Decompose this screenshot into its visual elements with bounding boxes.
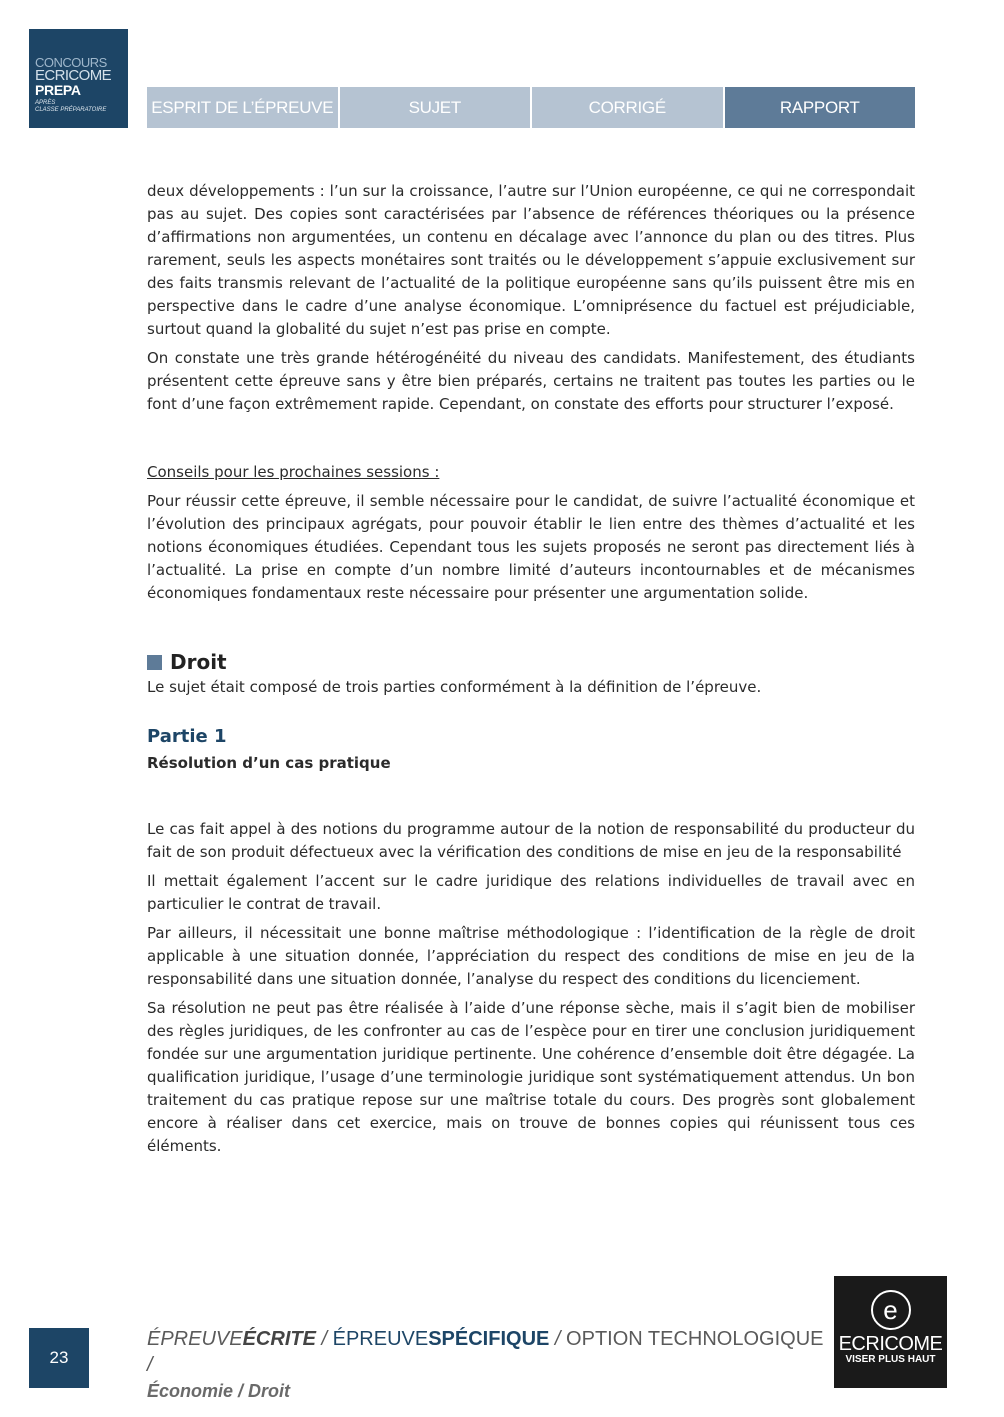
paragraph: Sa résolution ne peut pas être réalisée à l’aide d’une réponse sèche, mais il s’agit bien de mobiliser des règles juridiques, de les confronter au cas de l’espèce pour en tirer une conclusion juridiquement fondée sur une argumentation juridique pertinente. Une cohérence d’ensemble doit être dégagée. La qualification juridique, l’usage d’une terminologie juridique sont systématiquement attendus. Un bon traitement du cas pratique repose sur une maîtrise totale du cours. Des progrès sont globalement encore à réaliser dans cet exercice, mais on trouve de bonnes copies qui réunissent tous ces éléments. — [147, 999, 915, 1155]
paragraph: Le cas fait appel à des notions du programme autour de la notion de responsabilité du producteur du fait de son produit défectueux avec la vérification des conditions de mise en jeu de la responsabilité — [147, 820, 915, 861]
logo-name: ECRICOME — [838, 1333, 943, 1355]
paragraph: On constate une très grande hétérogénéité du niveau des candidats. Manifestement, des étudiants présentent cette épreuve sans y être bien préparés, certains ne traitent pas toutes les parties ou le font d’une façon extrêmement rapide. Cependant, on constate des efforts pour structurer l’exposé. — [147, 349, 915, 413]
ecricome-e-icon: e — [871, 1290, 911, 1330]
footer-exam-label — [147, 1326, 827, 1404]
tab-sujet[interactable]: SUJET — [340, 87, 531, 128]
section-nav — [147, 87, 915, 128]
logo-line-classe: CLASSE PRÉPARATOIRE — [35, 107, 107, 113]
footer-epreuve-2: ÉPREUVE — [332, 1328, 429, 1350]
footer-slash: / — [554, 1328, 561, 1350]
logo-tagline: VISER PLUS HAUT — [845, 1354, 936, 1365]
logo-line-ecricome: ECRICOME — [35, 67, 112, 84]
tab-corrige[interactable]: CORRIGÉ — [532, 87, 723, 128]
square-bullet-icon — [147, 655, 162, 670]
paragraph: Il mettait également l’accent sur le cadre juridique des relations individuelles de travail avec en particulier le contrat de travail. — [147, 872, 915, 913]
ecricome-logo — [834, 1276, 947, 1388]
tab-esprit[interactable]: ESPRIT DE L’ÉPREUVE — [147, 87, 338, 128]
conseils-heading: Conseils pour les prochaines sessions : — [147, 463, 440, 481]
logo-line-concours: CONCOURS — [35, 55, 107, 70]
logo-line-prepa: PREPA — [35, 82, 81, 98]
partie-subtitle: Résolution d’un cas pratique — [147, 754, 391, 772]
footer-slash: / — [321, 1328, 328, 1350]
paragraph: Par ailleurs, il nécessitait une bonne maîtrise méthodologique : l’identification de la règle de droit applicable à une situation donnée, l’appréciation du respect des conditions de mise en jeu de la responsabilité dans une situation donnée, l’analyse du respect des conditions du licenciement. — [147, 924, 915, 988]
section-title: Droit — [170, 650, 227, 674]
section-heading-droit — [147, 651, 915, 674]
ecricome-prepa-logo — [29, 29, 128, 128]
footer-ecrite: ÉCRITE — [242, 1328, 316, 1350]
tab-rapport[interactable]: RAPPORT — [725, 87, 916, 128]
logo-line-apres: APRÈS — [35, 100, 56, 106]
partie-title: Partie 1 — [147, 726, 227, 747]
footer-slash: / — [147, 1354, 153, 1376]
paragraph: Le sujet était composé de trois parties conformément à la définition de l’épreuve. — [147, 678, 762, 696]
footer-specifique: SPÉCIFIQUE — [428, 1328, 550, 1350]
footer-subject: Économie / Droit — [147, 1381, 291, 1401]
page-number: 23 — [29, 1328, 89, 1388]
footer-option: OPTION TECHNOLOGIQUE — [566, 1328, 824, 1350]
paragraph: Pour réussir cette épreuve, il semble nécessaire pour le candidat, de suivre l’actualité économique et l’évolution des principaux agrégats, pour pouvoir établir le lien entre des thèmes d’actualité et les notions économiques étudiées. Cependant tous les sujets proposés ne seront pas directement liés à l’actualité. La prise en compte d’un nombre limité d’auteurs incontournables et de mécanismes économiques fondamentaux reste nécessaire pour présenter une argumentation solide. — [147, 492, 915, 602]
paragraph: deux développements : l’un sur la croissance, l’autre sur l’Union européenne, ce qui ne correspondait pas au sujet. Des copies sont caractérisées par l’absence de références théoriques ou la présence d’affirmations non argumentées, un contenu en décalage avec l’annonce du plan ou des titres. Plus rarement, seuls les aspects monétaires sont traités ou le développement s’appuie exclusivement sur des faits transmis relevant de l’actualité de la politique européenne sans qu’ils puissent être mis en perspective dans le cadre d’une analyse économique. L’omniprésence du factuel est préjudiciable, surtout quand la globalité du sujet n’est pas prise en compte. — [147, 182, 915, 338]
report-body — [147, 180, 915, 1164]
footer-epreuve: ÉPREUVE — [147, 1328, 243, 1350]
